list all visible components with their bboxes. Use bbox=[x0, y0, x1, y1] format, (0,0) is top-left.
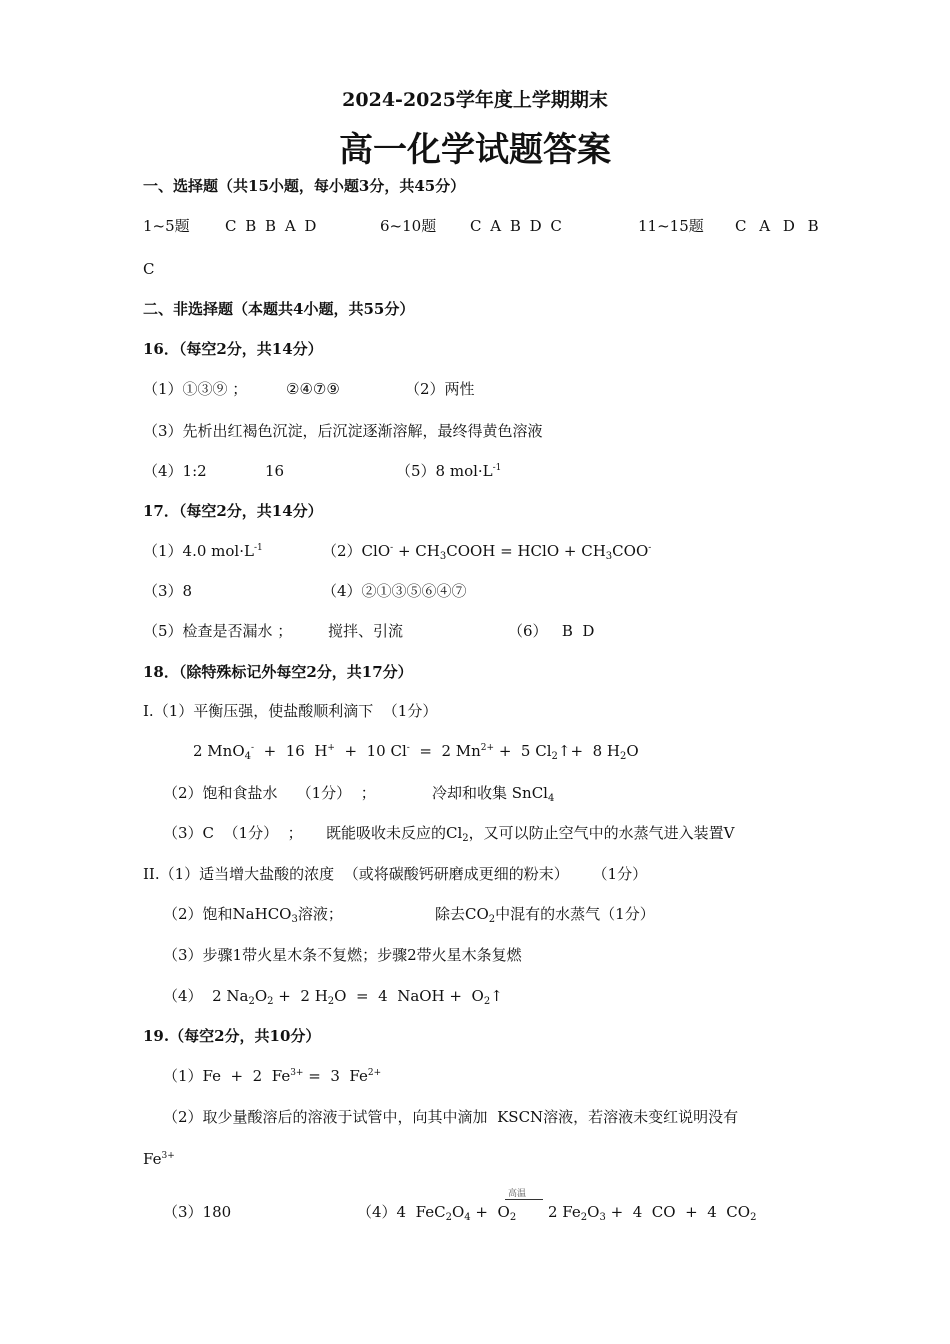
q18-ii-part1: II.（1）适当增大盐酸的浓度 （或将碳酸钙研磨成更细的粉末） （1分） bbox=[143, 865, 648, 883]
q19-part4-right: 2 $Fe_2O_3 + 4$ CO + 4 $CO_2$ bbox=[548, 1203, 757, 1223]
q16-part3: （3）先析出红褐色沉淀，后沉淀逐渐溶解，最终得黄色溶液 bbox=[143, 422, 543, 440]
q18-equation1: 2 MnO$_4$- + 16 H+ + 10 Cl- = 2 $Mn^{2+} + 5$ $Cl_2↑+ 8$ $H_2O$ bbox=[193, 742, 639, 762]
section1-heading: 一、选择题（共15小题，每小题3分，共45分） bbox=[143, 177, 466, 195]
q18-i-part1: I.（1）平衡压强，使盐酸顺利滴下 （1分） bbox=[143, 702, 438, 720]
choice-group-3-answers: C A D B bbox=[735, 217, 819, 235]
q17-part2: $(2)ClO^- + CH_3COOH$ = HClO + $CH_3COO^-$ bbox=[322, 542, 652, 562]
choice-group-3-wrap: C bbox=[143, 260, 155, 278]
q18-heading: 18．（除特殊标记外每空2分，共17分） bbox=[143, 663, 413, 681]
q16-part5: （5）8 $mol\cdot L^{-1}$ bbox=[396, 462, 502, 480]
q18-i-part3b: 既能吸收未反应的$Cl_2$，又可以防止空气中的水蒸气进入装置V bbox=[326, 824, 735, 844]
q16-part1a: （1）①③⑨ ； bbox=[143, 380, 248, 398]
q19-part4-left: （4）4 $FeC_2O_4 + O_2$ bbox=[357, 1203, 517, 1223]
q16-part4b: 16 bbox=[265, 462, 285, 480]
choice-group-2-answers: C A B D C bbox=[470, 217, 562, 235]
q19-part2-wrap: $Fe^{3+}$ bbox=[143, 1150, 175, 1168]
section2-heading: 二、非选择题（本题共4小题，共55分） bbox=[143, 300, 415, 318]
q18-ii-part4: （4） 2 $Na_2O_2 + 2$ $H_2O = 4$ NaOH + $O_2↑$ bbox=[163, 987, 503, 1007]
q18-i-part2b: 冷却和收集 SnCl$_4$ bbox=[432, 784, 555, 804]
choice-group-1-answers: C B B A D bbox=[225, 217, 317, 235]
choice-group-2-label: 6~10题 bbox=[380, 217, 437, 235]
q17-part6: （6） B D bbox=[508, 622, 595, 640]
q17-heading: 17．（每空2分，共14分） bbox=[143, 502, 323, 520]
q17-part5a: （5）检查是否漏水 ； bbox=[143, 622, 293, 640]
choice-group-3-label: 11~15题 bbox=[638, 217, 704, 235]
year-title: 2024-2025学年度上学期期末 bbox=[342, 89, 608, 111]
q17-part5b: 搅拌、引流 bbox=[328, 622, 404, 640]
q18-ii-part2a: （2）饱和NaHCO$_3$溶液； bbox=[163, 905, 343, 925]
choice-group-1-label: 1~5题 bbox=[143, 217, 190, 235]
q18-i-part2a: （2）饱和食盐水 （1分） ； bbox=[163, 784, 376, 802]
q18-i-part3a: （3）C （1分） ； bbox=[163, 824, 303, 842]
q16-part2: （2）两性 bbox=[405, 380, 475, 398]
q16-heading: 16．（每空2分，共14分） bbox=[143, 340, 323, 358]
reaction-arrow-line bbox=[505, 1199, 543, 1200]
q19-part2: （2）取少量酸溶后的溶液于试管中，向其中滴加 KSCN溶液，若溶液未变红说明没有 bbox=[163, 1108, 739, 1126]
q17-part3: （3）8 bbox=[143, 582, 193, 600]
q17-part4: （4）②①③⑤⑥④⑦ bbox=[322, 582, 467, 600]
q19-part3: （3）180 bbox=[163, 1203, 232, 1221]
q17-part1: （1）4.0 $mol\cdot L^{-1}$ bbox=[143, 542, 263, 560]
q16-part4a: （4）1:2 bbox=[143, 462, 207, 480]
q19-part1: （1）Fe + 2 $Fe^{3+} = 3$ $Fe^{2+}$ bbox=[163, 1067, 382, 1085]
q18-ii-part3: （3）步骤1带火星木条不复燃；步骤2带火星木条复燃 bbox=[163, 946, 522, 964]
q19-heading: 19.（每空2分，共10分） bbox=[143, 1027, 321, 1045]
page-title: 高一化学试题答案 bbox=[339, 130, 611, 170]
q18-ii-part2b: 除去$CO_2$中混有的水蒸气（1分） bbox=[435, 905, 655, 925]
q16-part1b: ②④⑦⑨ bbox=[286, 380, 340, 398]
reaction-condition-label: 高温 bbox=[508, 1189, 527, 1199]
